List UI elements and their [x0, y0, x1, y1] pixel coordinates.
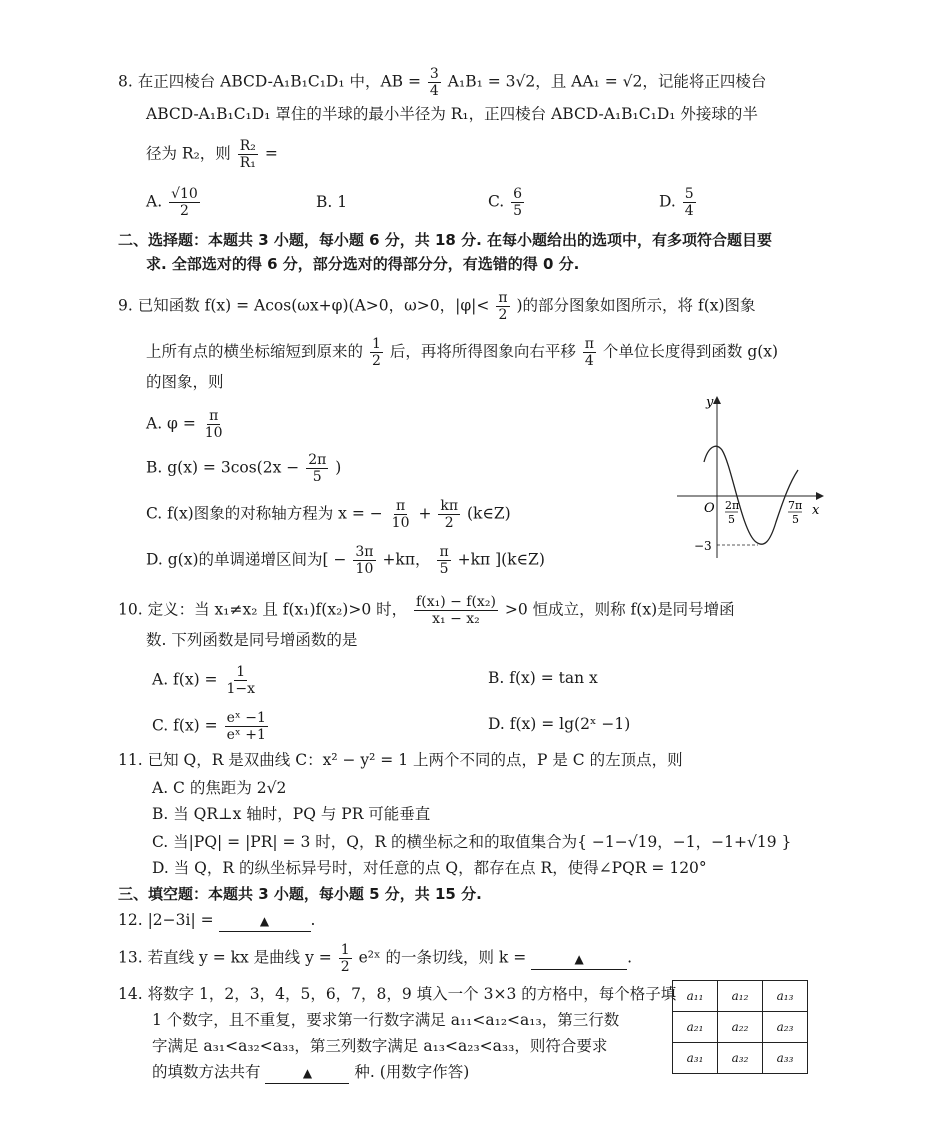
- q9-optC-plus: +: [418, 504, 432, 523]
- q10-optC-num: eˣ −1: [226, 710, 266, 726]
- q12-text: 12. |2−3i| =: [118, 911, 214, 929]
- q8-option-a: [146, 186, 202, 219]
- q12-end: .: [310, 911, 316, 929]
- q9-optD-frac2: [437, 544, 450, 577]
- q9-optD-text: D. g(x)的单调递增区间为[ −: [146, 550, 347, 569]
- tick-label-7pi5-den: 5: [792, 513, 799, 526]
- q8-line3b: =: [264, 144, 278, 163]
- section3-line1: 三、填空题：本题共 3 小题，每小题 5 分，共 15 分.: [118, 885, 482, 903]
- x-axis-label: x: [812, 503, 820, 518]
- q10-optA-num: 1: [236, 664, 246, 680]
- q9-optC-den2: 2: [444, 515, 454, 531]
- minimum-label: −3: [694, 539, 712, 553]
- grid-row-2: [673, 1012, 808, 1043]
- q13-frac-num: 1: [340, 942, 350, 958]
- q8-optA-num: √10: [171, 186, 198, 202]
- q9-optB-num: 2π: [308, 452, 327, 468]
- q8-optA-den: 2: [179, 203, 189, 219]
- q9-line2: [146, 336, 778, 369]
- origin-label: O: [704, 501, 715, 516]
- q9-option-c: [146, 498, 511, 531]
- q8-optC-label: C.: [488, 192, 505, 211]
- q9-line2c: 个单位长度得到函数 g(x): [602, 342, 779, 361]
- q11-option-c: C. 当|PQ| = |PR| = 3 时，Q，R 的横坐标之和的取值集合为{ −1−√19，−1，−1+√19 }: [152, 833, 792, 851]
- q9-line1a: 9. 已知函数 f(x) = Acos(ωx+φ)(A>0，ω>0，|φ|<: [118, 296, 490, 315]
- q14-line4b: 种. (用数字作答): [354, 1063, 470, 1081]
- q14-line4: [152, 1062, 469, 1084]
- q8-line1: [118, 66, 766, 99]
- q10-optA-frac: [224, 664, 257, 697]
- q13-frac-den: 2: [340, 959, 350, 975]
- q8-option-d: [659, 186, 698, 219]
- q9-optA-frac: [203, 408, 225, 441]
- y-axis-arrow-icon: [713, 396, 721, 404]
- y-axis-label: y: [706, 395, 714, 410]
- q9-line3: 的图象，则: [146, 373, 224, 391]
- q9-optD-frac1: [353, 544, 375, 577]
- q11-option-a: A. C 的焦距为 2√2: [152, 779, 287, 797]
- q9-half-den: 2: [371, 353, 381, 369]
- q9-half-num: 1: [371, 336, 381, 352]
- q9-optA-den: 10: [204, 425, 223, 441]
- q13-triangle-icon: ▲: [574, 951, 584, 966]
- q14-line4a: 的填数方法共有: [152, 1063, 261, 1081]
- q13-answer-blank[interactable]: [531, 948, 627, 970]
- q10-frac-den: x₁ − x₂: [432, 611, 480, 627]
- q9-optB-close: ): [335, 458, 342, 477]
- grid-row-1: [673, 981, 808, 1012]
- q9-option-d: [146, 544, 545, 577]
- q11-option-b: B. 当 QR⊥x 轴时，PQ 与 PR 可能垂直: [152, 805, 431, 823]
- q8-optC-frac: [511, 186, 524, 219]
- q10-optA-den: 1−x: [226, 681, 256, 697]
- grid-cell: a₁₁: [673, 981, 718, 1012]
- q9-optD-tail: +kπ ](k∈Z): [457, 550, 545, 569]
- q9-shift-frac: [583, 336, 596, 369]
- q11-option-d: D. 当 Q，R 的纵坐标异号时，对任意的点 Q，都存在点 R，使得∠PQR = 120°: [152, 859, 707, 877]
- q10-line1b: >0 恒成立，则称 f(x)是同号增函: [504, 600, 735, 619]
- q8-line1b-text: A₁B₁ = 3√2，且 AA₁ = √2，记能将正四棱台: [447, 72, 767, 91]
- q10-option-c: [152, 710, 270, 743]
- grid-cell: a₃₂: [718, 1043, 763, 1074]
- q8-optD-den: 4: [684, 203, 694, 219]
- q8-optC-num: 6: [513, 186, 523, 202]
- q14-line3: 字满足 a₃₁<a₃₂<a₃₃，第三列数字满足 a₁₃<a₂₃<a₃₃，则符合要求: [152, 1037, 608, 1055]
- q8-line1-text: 8. 在正四棱台 ABCD-A₁B₁C₁D₁ 中，AB =: [118, 72, 421, 91]
- q9-optC-num1: π: [395, 498, 406, 514]
- tick-label-7pi5-num: 7π: [788, 499, 803, 512]
- q8-optD-num: 5: [684, 186, 694, 202]
- q10-line1: [118, 594, 735, 627]
- q10-frac-num: f(x₁) − f(x₂): [416, 594, 496, 610]
- q9-optC-frac2: [438, 498, 460, 531]
- q13-text-b: e²ˣ 的一条切线，则 k =: [358, 948, 527, 967]
- q9-shift-den: 4: [584, 353, 594, 369]
- q9-optD-den2: 5: [439, 561, 449, 577]
- q8-ratio: [238, 138, 258, 171]
- q10-frac: [414, 594, 498, 627]
- grid-row-3: [673, 1043, 808, 1074]
- q10-line2: 数. 下列函数是同号增函数的是: [146, 631, 358, 649]
- q9-optD-mid: +kπ，: [382, 550, 431, 569]
- q9-optC-text: C. f(x)图象的对称轴方程为 x = −: [146, 504, 383, 523]
- q10-option-d: D. f(x) = lg(2ˣ −1): [488, 715, 631, 733]
- q10-line1a: 10. 定义：当 x₁≠x₂ 且 f(x₁)f(x₂)>0 时，: [118, 600, 408, 619]
- q13-text-a: 13. 若直线 y = kx 是曲线 y =: [118, 948, 332, 967]
- q12-answer-blank[interactable]: [219, 910, 311, 932]
- q9-optA-num: π: [209, 408, 219, 424]
- q14-line2: 1 个数字，且不重复，要求第一行数字满足 a₁₁<a₁₂<a₁₃，第三行数: [152, 1011, 620, 1029]
- q14-answer-blank[interactable]: [265, 1062, 349, 1084]
- q10-option-a: [152, 664, 259, 697]
- q9-shift-num: π: [584, 336, 594, 352]
- grid-cell: a₂₃: [763, 1012, 808, 1043]
- q8-optD-frac: [683, 186, 696, 219]
- q8-line2: ABCD-A₁B₁C₁D₁ 罩住的半球的最小半径为 R₁，正四棱台 ABCD-A₁B₁C₁D₁ 外接球的半: [146, 105, 758, 123]
- q9-optB-frac: [306, 452, 328, 485]
- q8-ratio-num: R₂: [239, 138, 256, 154]
- q9-optD-den1: 10: [355, 561, 374, 577]
- q10-optA-text: A. f(x) =: [152, 670, 218, 689]
- q13-end: .: [627, 948, 633, 967]
- q14-line1: 14. 将数字 1，2，3，4，5，6，7，8，9 填入一个 3×3 的方格中，每个格子填: [118, 985, 677, 1003]
- q10-option-b: B. f(x) = tan x: [488, 669, 598, 687]
- q10-optC-frac: [225, 710, 268, 743]
- q8-optC-den: 5: [513, 203, 523, 219]
- grid-cell: a₂₂: [718, 1012, 763, 1043]
- q12-triangle-icon: ▲: [259, 914, 270, 928]
- q9-option-a: [146, 408, 227, 441]
- q12-line: [118, 910, 315, 932]
- q9-pi-frac: [496, 290, 509, 323]
- q9-line1b: )的部分图象如图所示，将 f(x)图象: [516, 296, 756, 315]
- q8-frac-num: 3: [429, 66, 439, 82]
- q8-line3a: 径为 R₂，则: [146, 144, 231, 163]
- q10-optC-den: eˣ +1: [226, 727, 266, 743]
- section2-line2: 求. 全部选对的得 6 分，部分选对的得部分分，有选错的得 0 分.: [146, 255, 580, 273]
- q8-optA-frac: [169, 186, 200, 219]
- q9-optB-den: 5: [312, 469, 322, 485]
- q8-frac: [428, 66, 441, 99]
- q11-line1: 11. 已知 Q，R 是双曲线 C：x² − y² = 1 上两个不同的点，P 是 C 的左顶点，则: [118, 751, 683, 769]
- q13-frac: [339, 942, 352, 975]
- q14-grid-table: [672, 980, 808, 1074]
- section2-line1: 二、选择题：本题共 3 小题，每小题 6 分，共 18 分. 在每小题给出的选项中，有多项符合题目要: [118, 231, 773, 249]
- grid-cell: a₁₃: [763, 981, 808, 1012]
- x-axis-arrow-icon: [816, 492, 824, 500]
- grid-cell: a₃₁: [673, 1043, 718, 1074]
- q14-triangle-icon: ▲: [302, 1066, 313, 1080]
- q9-option-b: [146, 452, 341, 485]
- q9-line1: [118, 290, 756, 323]
- q9-optC-num2: kπ: [440, 498, 459, 514]
- q8-option-b: B. 1: [316, 193, 348, 211]
- q9-line2b: 后，再将所得图象向右平移: [389, 342, 576, 361]
- q9-cosine-graph: [672, 392, 832, 568]
- grid-cell: a₂₁: [673, 1012, 718, 1043]
- grid-cell: a₁₂: [718, 981, 763, 1012]
- grid-cell: a₃₃: [763, 1043, 808, 1074]
- q9-optA-text: A. φ =: [146, 414, 196, 433]
- q9-optC-tail: (k∈Z): [467, 504, 511, 523]
- q9-line2a: 上所有点的横坐标缩短到原来的: [146, 342, 364, 361]
- q8-optA-label: A.: [146, 192, 163, 211]
- tick-label-2pi5-num: 2π: [725, 499, 740, 512]
- q10-optC-text: C. f(x) =: [152, 716, 218, 735]
- q8-line3: [146, 138, 278, 171]
- q8-optD-label: D.: [659, 192, 676, 211]
- q8-ratio-den: R₁: [239, 155, 256, 171]
- tick-label-2pi5-den: 5: [728, 513, 735, 526]
- q8-option-c: [488, 186, 526, 219]
- cosine-curve: [704, 446, 798, 544]
- q9-optC-frac1: [390, 498, 412, 531]
- q13-line: [118, 942, 632, 975]
- q9-pi-den: 2: [498, 307, 508, 323]
- q9-optD-num2: π: [439, 544, 449, 560]
- q9-optB-text: B. g(x) = 3cos(2x −: [146, 458, 300, 477]
- q8-frac-den: 4: [429, 83, 439, 99]
- q9-pi-num: π: [498, 290, 508, 306]
- q9-optC-den1: 10: [391, 515, 410, 531]
- q9-optD-num1: 3π: [355, 544, 374, 560]
- q9-half-frac: [370, 336, 383, 369]
